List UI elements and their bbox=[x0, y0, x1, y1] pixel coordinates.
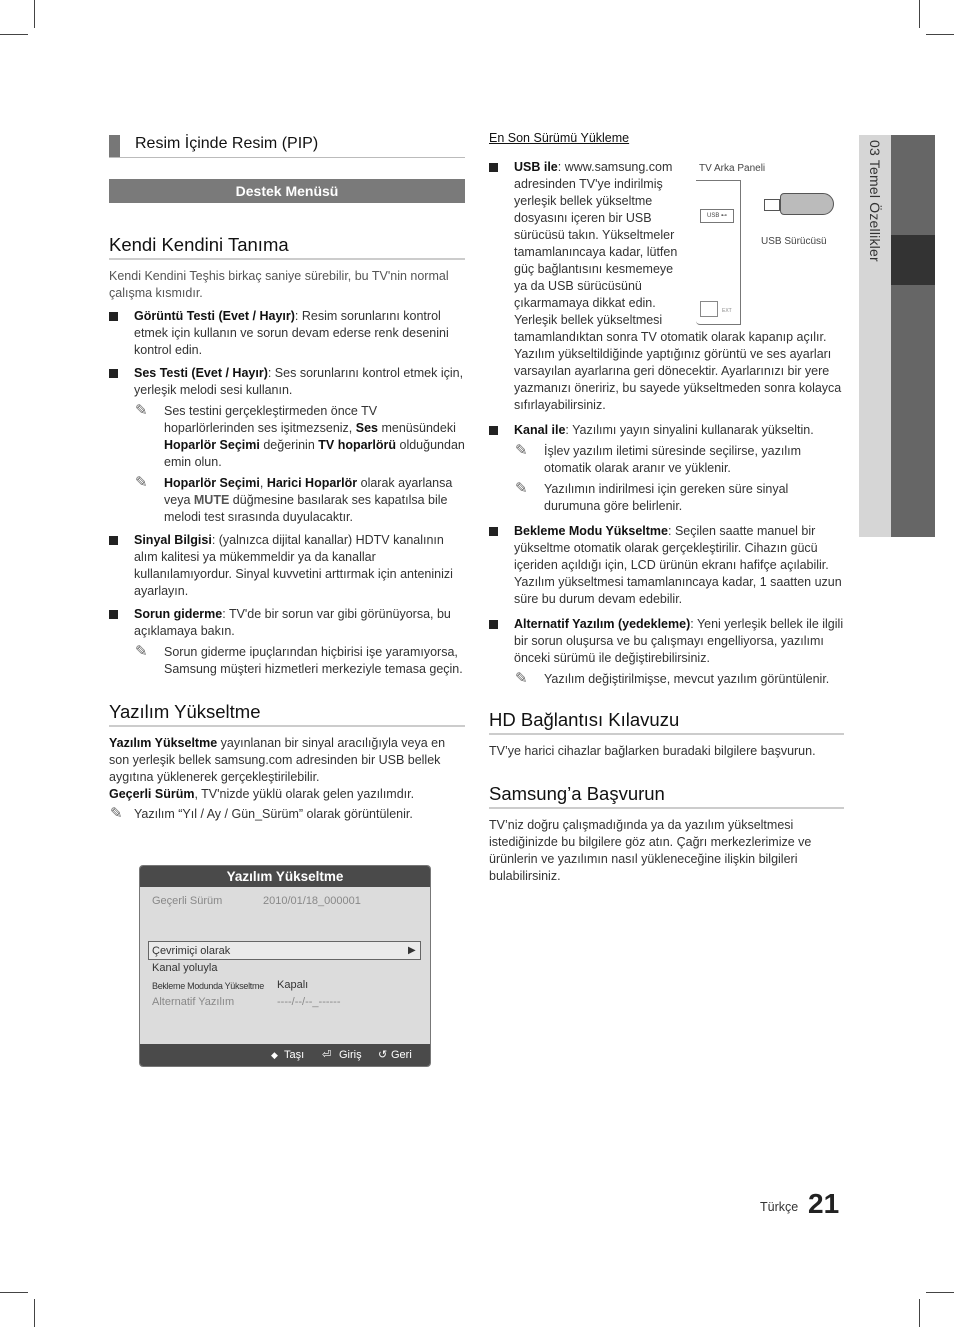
chapter-title: 03 Temel Özellikler bbox=[867, 140, 883, 262]
osd-alternative-value: ----/--/--_------ bbox=[277, 996, 341, 1008]
note: ✎ İşlev yazılım iletimi süresinde seçilirse, yazılım otomatik olarak aranır ve yüklenir. bbox=[515, 442, 802, 475]
osd-title: Yazılım Yükseltme bbox=[140, 866, 430, 887]
chapter-tab-dark bbox=[891, 135, 935, 537]
note: ✎ Yazılım “Yıl / Ay / Gün_Sürüm” olarak görüntülenir. bbox=[110, 805, 413, 822]
contact-samsung-text: TV’niz doğru çalışmadığında ya da yazılım yükseltmesi istediğinizde bu bilgilere göz atın. Çağrı merkezlerimize ve ürünlerin ve yazılımın nasıl yükleneceğine ilişkin bilgileri bulabilirsiniz. bbox=[489, 818, 812, 883]
note: ✎ Hoparlör Seçimi, Harici Hoparlör olarak ayarlansa veya MUTE düğmesine basılarak ses kapatılsa bile melodi test sırasında duyulacaktır. bbox=[135, 474, 453, 524]
note: ✎ Yazılımın indirilmesi için gereken süre sinyal durumuna göre belirlenir. bbox=[515, 480, 789, 513]
pencil-note-icon: ✎ bbox=[110, 805, 123, 822]
bullet-square-icon bbox=[489, 527, 498, 536]
osd-current-version-value: 2010/01/18_000001 bbox=[263, 895, 361, 907]
osd-move-hint: Taşı bbox=[284, 1049, 305, 1061]
osd-footer bbox=[140, 1044, 430, 1066]
list-item: Sorun giderme: TV'de bir sorun var gibi görünüyorsa, bu açıklamaya bakın. ✎ Sorun giderme ipuçlarından hiçbirisi işe yaramıyorsa, Samsung müşteri hizmetleri merkeziyle temasa geçin. bbox=[109, 606, 465, 678]
bullet-square-icon bbox=[109, 369, 118, 378]
crop-mark bbox=[34, 0, 35, 28]
software-upgrade-osd bbox=[139, 865, 431, 1067]
pencil-note-icon: ✎ bbox=[515, 442, 528, 459]
move-arrows-icon: ◆ bbox=[271, 1050, 278, 1060]
self-diagnosis-heading: Kendi Kendini Tanıma bbox=[109, 233, 465, 260]
pencil-note-icon: ✎ bbox=[135, 643, 148, 660]
crop-mark bbox=[919, 0, 920, 28]
osd-back-hint: Geri bbox=[391, 1049, 412, 1061]
hd-guide-heading: HD Bağlantısı Kılavuzu bbox=[489, 708, 844, 735]
crop-mark bbox=[34, 1299, 35, 1327]
osd-menu-standby[interactable]: Bekleme Modunda Yükseltme bbox=[152, 981, 264, 991]
crop-mark bbox=[926, 34, 954, 35]
list-item: Kanal ile: Yazılımı yayın sinyalini kullanarak yükseltin. ✎ İşlev yazılım iletimi süresinde seçilirse, yazılım otomatik olarak aranır ve yüklenir. ✎ Yazılımın indirilmesi için gereken süre sinyal durumuna göre belirlenir. bbox=[489, 422, 844, 515]
bullet-square-icon bbox=[109, 312, 118, 321]
list-item: Görüntü Testi (Evet / Hayır): Resim sorunlarını kontrol etmek için kullanın ve sorun devam ederse renk desenini kontrol edin. bbox=[109, 308, 465, 359]
note: ✎ Ses testini gerçekleştirmeden önce TV hoparlörlerinden ses işitmezseniz, Ses menüsündeki Hoparlör Seçimi değerinin TV hoparlörü olduğundan emin olun. bbox=[135, 402, 465, 469]
list-item: Ses Testi (Evet / Hayır): Ses sorunlarını kontrol etmek için, yerleşik melodi sesi kullanın. ✎ Ses testini gerçekleştirmeden önce TV hoparlörlerinden ses işitmezseniz, Ses menüsündeki Hoparlör Seçimi değerinin TV hoparlörü olduğundan emin olun. ✎ Hoparlör Seçimi, Harici Hoparlör olarak ayarlansa veya MUTE düğmesine basılarak ses kapatılsa bile melodi test sırasında duyulacaktır. bbox=[109, 365, 465, 526]
osd-enter-hint: Giriş bbox=[339, 1049, 362, 1061]
osd-menu-channel[interactable]: Kanal yoluyla bbox=[152, 962, 218, 974]
osd-standby-value: Kapalı bbox=[277, 979, 309, 991]
chapter-tab-marker bbox=[891, 235, 935, 285]
enter-icon: ⏎ bbox=[322, 1049, 332, 1061]
self-diagnosis-list bbox=[109, 308, 465, 678]
osd-current-version-label: Geçerli Sürüm bbox=[152, 895, 223, 907]
left-column bbox=[109, 130, 465, 1061]
bullet-square-icon bbox=[489, 426, 498, 435]
text-wrap-spacer bbox=[687, 159, 844, 329]
contact-samsung-heading: Samsung’a Başvurun bbox=[489, 782, 844, 809]
page-number: 21 bbox=[808, 1188, 840, 1219]
self-diagnosis-intro: Kendi Kendini Teşhis birkaç saniye sürebilir, bu TV'nin normal çalışma kısmıdır. bbox=[109, 269, 449, 300]
usb-drive-label: USB Sürücüsü bbox=[761, 236, 827, 247]
list-item: Alternatif Yazılım (yedekleme): Yeni yerleşik bellek ile ilgili bir sorun oluşursa ve bu çalışmayı engelliyorsa, yazılımı önceki sürümü ile değiştirebilirsiniz. ✎ Yazılım değiştirilmişse, mevcut yazılım görüntülenir. bbox=[489, 616, 844, 688]
note: ✎ Yazılım değiştirilmişse, mevcut yazılım görüntülenir. bbox=[515, 670, 830, 687]
crop-mark bbox=[0, 34, 28, 35]
page-language: Türkçe bbox=[760, 1200, 799, 1214]
crop-mark bbox=[919, 1299, 920, 1327]
current-version-paragraph: Geçerli Sürüm, TV'nizde yüklü olarak gelen yazılımdır. bbox=[109, 787, 415, 801]
ext-port-label: EXT bbox=[722, 308, 732, 314]
play-arrow-icon: ▶ bbox=[408, 945, 416, 956]
pencil-note-icon: ✎ bbox=[135, 402, 148, 419]
bullet-square-icon bbox=[109, 536, 118, 545]
list-item: Sinyal Bilgisi: (yalnızca dijital kanallar) HDTV kanalının alım kalitesi ya mükemmeldir ya da kanallar kullanılamıyordur. Sinyal kuvvetini arttırmak için anteninizi ayarlayın. bbox=[109, 532, 465, 600]
note: ✎ Sorun giderme ipuçlarından hiçbirisi işe yaramıyorsa, Samsung müşteri hizmetleri merkeziyle temasa geçin. bbox=[135, 643, 463, 676]
support-menu-band: Destek Menüsü bbox=[109, 179, 465, 203]
right-column bbox=[489, 130, 844, 885]
pencil-note-icon: ✎ bbox=[135, 474, 148, 491]
section-marker bbox=[109, 135, 120, 157]
crop-mark bbox=[926, 1292, 954, 1293]
bullet-square-icon bbox=[489, 163, 498, 172]
bullet-square-icon bbox=[489, 620, 498, 629]
list-item: USB ile: www.samsung.com adresinden TV'ye indirilmiş yerleşik bellek yükseltme dosyasını içeren bir USB sürücüsü takın. Yükseltmeler tamamlanıncaya kadar, lütfen güç bağlantısını kesmemeye ya da USB sürücüsünü çıkarmamaya dikkat edin. Yerleşik bellek yükseltmesi tamamlandıktan sonra TV otomatik olarak kapanıp açılır. Yazılım yükseltildiğinde yaptığınız görüntü ve ses ayarları varsayılan ayarlarına geri dönecektir. Ayarlarınızı bir yere yazmanızı öneririz, bu sayede yükseltmeden sonra kolayca sıfırlayabilirsiniz. bbox=[489, 159, 844, 414]
software-upgrade-paragraph: Yazılım Yükseltme yayınlanan bir sinyal aracılığıyla veya en son yerleşik bellek samsung.com adresinden bir USB bellek aygıtına yüklenerek gerçekleştirilebilir. bbox=[109, 736, 446, 784]
bullet-square-icon bbox=[109, 610, 118, 619]
list-item: Bekleme Modu Yükseltme: Seçilen saatte manuel bir yükseltme otomatik olarak gerçekleştirilir. Cihazın gücü içeriden açıldığı için, LCD ürünün ekranı hafifçe açılabilir. Yazılım yükseltmesi tamamlanıncaya kadar, 1 saatten uzun süre bu durum devam edebilir. bbox=[489, 523, 844, 608]
upgrade-methods-list bbox=[489, 159, 844, 688]
pencil-note-icon: ✎ bbox=[515, 480, 528, 497]
return-icon: ↺ bbox=[378, 1049, 388, 1061]
latest-version-heading: En Son Sürümü Yükleme bbox=[489, 131, 630, 145]
software-upgrade-heading: Yazılım Yükseltme bbox=[109, 700, 465, 727]
osd-menu-alternative: Alternatif Yazılım bbox=[152, 996, 235, 1008]
osd-menu-online[interactable]: Çevrimiçi olarak bbox=[152, 945, 231, 957]
tv-back-panel-label: TV Arka Paneli bbox=[699, 163, 766, 174]
hd-guide-text: TV’ye harici cihazlar bağlarken buradaki bilgilere başvurun. bbox=[489, 744, 816, 758]
usb-port: USB ⊷ bbox=[700, 209, 734, 223]
pip-section-title: Resim İçinde Resim (PIP) bbox=[109, 133, 465, 158]
pencil-note-icon: ✎ bbox=[515, 670, 528, 687]
crop-mark bbox=[0, 1292, 28, 1293]
